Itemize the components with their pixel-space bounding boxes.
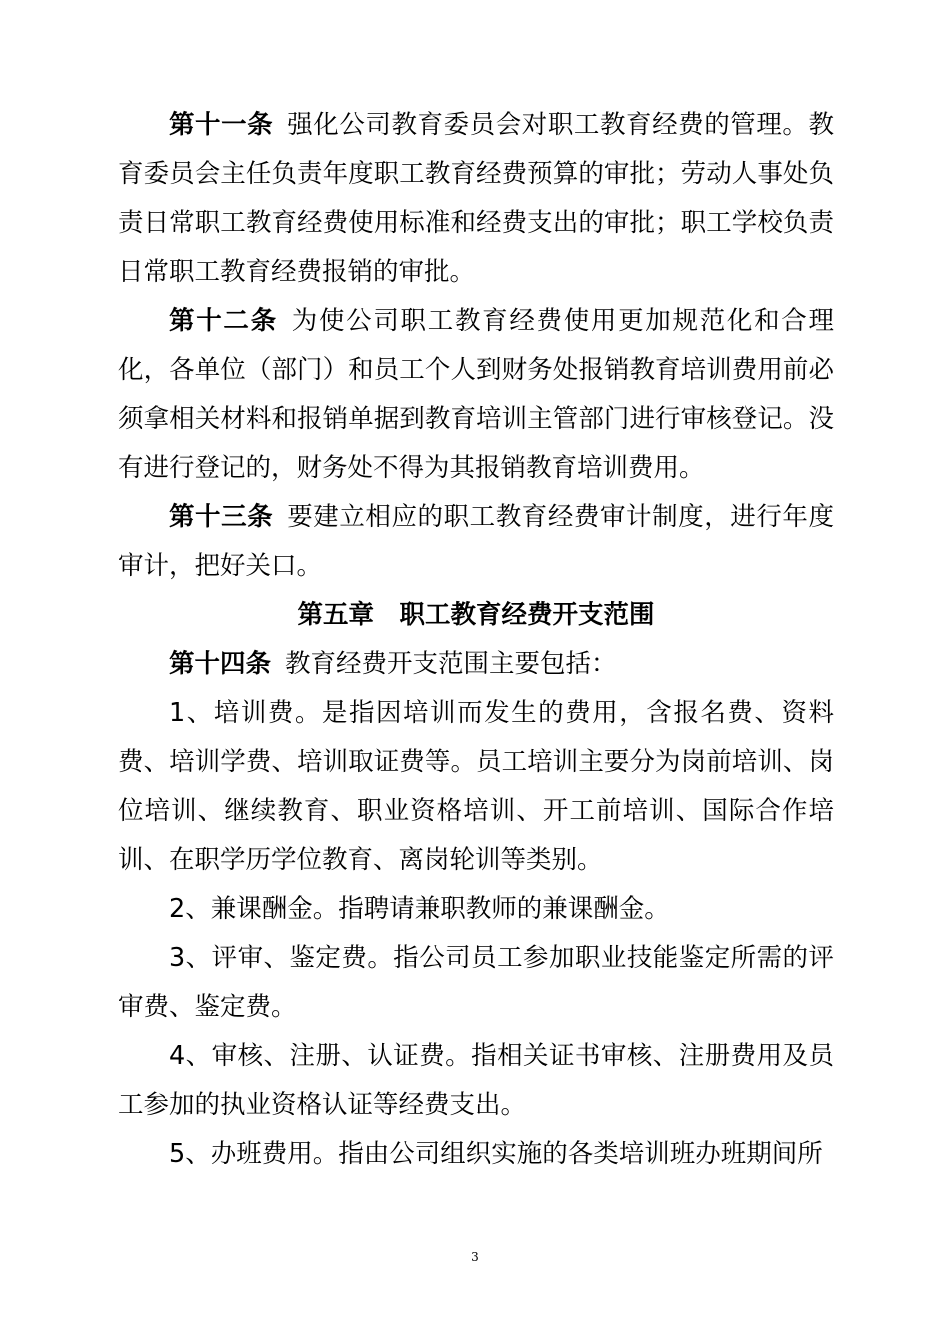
page-number: 3 xyxy=(471,1250,479,1264)
article-11 xyxy=(118,101,834,297)
article-title: 第十四条 xyxy=(169,649,272,679)
article-text: 教育经费开支范围主要包括： xyxy=(285,649,617,679)
article-13 xyxy=(118,493,834,591)
article-text: 为使公司职工教育经费使用更加规范化和合理化，各单位（部门）和员工个人到财务处报销教育培训费用前必须拿相关材料和报销单据到教育培训主管部门进行审核登记。没有进行登记的，财务处不得为其报销教育培训费用。 xyxy=(118,306,834,483)
article-text: 要建立相应的职工教育经费审计制度，进行年度审计，把好关口。 xyxy=(118,502,834,581)
article-title: 第十二条 xyxy=(169,306,278,336)
article-12 xyxy=(118,297,834,493)
document-body xyxy=(118,101,834,1179)
list-item: 2、兼课酬金。指聘请兼职教师的兼课酬金。 xyxy=(169,894,670,924)
list-item: 4、审核、注册、认证费。指相关证书审核、注册费用及员工参加的执业资格认证等经费支出。 xyxy=(118,1041,834,1120)
article-text: 强化公司教育委员会对职工教育经费的管理。教育委员会主任负责年度职工教育经费预算的审批；劳动人事处负责日常职工教育经费使用标准和经费支出的审批；职工学校负责日常职工教育经费报销的审批。 xyxy=(118,110,834,287)
list-item: 5、办班费用。指由公司组织实施的各类培训班办班期间所 xyxy=(169,1139,823,1169)
article-title: 第十一条 xyxy=(169,110,274,140)
article-title: 第十三条 xyxy=(169,502,274,532)
chapter-title: 第五章 职工教育经费开支范围 xyxy=(297,600,655,630)
list-item: 1、培训费。是指因培训而发生的费用，含报名费、资料费、培训学费、培训取证费等。员工培训主要分为岗前培训、岗位培训、继续教育、职业资格培训、开工前培训、国际合作培训、在职学历学位教育、离岗轮训等类别。 xyxy=(118,698,834,875)
article-14 xyxy=(118,640,834,689)
list-item: 3、评审、鉴定费。指公司员工参加职业技能鉴定所需的评审费、鉴定费。 xyxy=(118,943,834,1022)
